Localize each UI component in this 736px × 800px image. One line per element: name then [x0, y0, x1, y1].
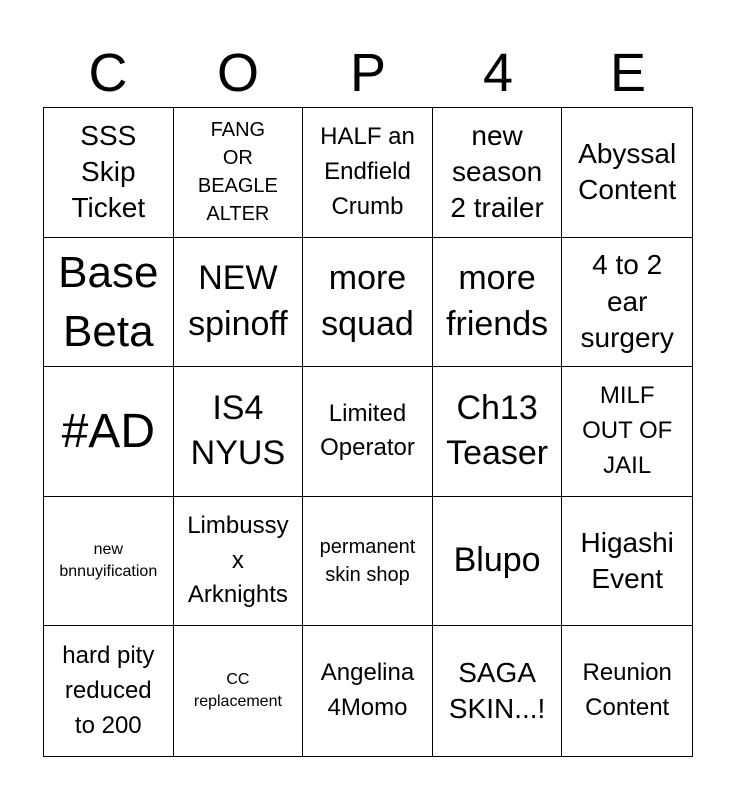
bingo-cell-text: Base Beta	[58, 247, 159, 356]
bingo-cell-r1c4[interactable]	[433, 108, 563, 238]
bingo-cell-r2c2[interactable]	[174, 238, 304, 368]
bingo-cell-r1c3[interactable]	[303, 108, 433, 238]
bingo-cell-text: 4 to 2 ear surgery	[580, 249, 674, 354]
bingo-cell-text: more squad	[321, 259, 414, 343]
bingo-cell-text: #AD	[61, 404, 155, 458]
bingo-cell-text: more friends	[446, 259, 549, 343]
bingo-cell-r2c5[interactable]	[562, 238, 692, 368]
bingo-cell-text: new season 2 trailer	[450, 119, 544, 224]
bingo-cell-r1c5[interactable]	[562, 108, 692, 238]
bingo-header	[43, 40, 693, 106]
bingo-cell-text: SSS Skip Ticket	[71, 119, 146, 224]
bingo-cell-text: FANG OR BEAGLE ALTER	[197, 119, 278, 226]
bingo-cell-r3c2[interactable]	[174, 367, 304, 497]
bingo-cell-r3c5[interactable]	[562, 367, 692, 497]
bingo-cell-text: Angelina 4Momo	[320, 659, 415, 722]
bingo-cell-text: new bnnuyification	[59, 540, 158, 581]
bingo-cell-text: NEW spinoff	[188, 259, 288, 343]
header-letter-4: 4	[482, 43, 514, 103]
header-letter-2: O	[216, 43, 259, 103]
bingo-cell-text: Reunion Content	[582, 659, 672, 722]
bingo-cell-text: permanent skin shop	[319, 536, 416, 587]
bingo-cell-r4c3[interactable]	[303, 497, 433, 627]
bingo-cell-r3c4[interactable]	[433, 367, 563, 497]
bingo-board	[43, 107, 693, 757]
bingo-cell-r2c1[interactable]	[44, 238, 174, 368]
bingo-cell-r5c5[interactable]	[562, 626, 692, 756]
header-letter-1: C	[88, 43, 128, 103]
bingo-cell-r3c3[interactable]	[303, 367, 433, 497]
bingo-cell-text: Blupo	[453, 541, 541, 580]
bingo-cell-r1c2[interactable]	[174, 108, 304, 238]
header-letter-3: P	[349, 43, 387, 103]
bingo-cell-r4c1[interactable]	[44, 497, 174, 627]
bingo-cell-text: HALF an Endfield Crumb	[320, 123, 415, 220]
bingo-cell-r4c2[interactable]	[174, 497, 304, 627]
bingo-cell-r5c4[interactable]	[433, 626, 563, 756]
bingo-cell-r5c1[interactable]	[44, 626, 174, 756]
bingo-cell-text: Abyssal Content	[578, 137, 677, 206]
bingo-cell-r1c1[interactable]	[44, 108, 174, 238]
bingo-cell-r5c3[interactable]	[303, 626, 433, 756]
bingo-cell-text: MILF OUT OF JAIL	[582, 382, 673, 479]
bingo-cell-r2c4[interactable]	[433, 238, 563, 368]
header-letter-5: E	[609, 43, 647, 103]
bingo-cell-text: Limbussy x Arknights	[187, 511, 289, 609]
bingo-cell-text: Higashi Event	[580, 526, 674, 595]
bingo-cell-r3c1[interactable]	[44, 367, 174, 497]
bingo-cell-text: Limited Operator	[320, 399, 415, 462]
bingo-cell-r2c3[interactable]	[303, 238, 433, 368]
bingo-cell-text: SAGA SKIN...!	[448, 656, 546, 725]
bingo-cell-text: IS4 NYUS	[190, 388, 286, 473]
bingo-cell-r5c2[interactable]	[174, 626, 304, 756]
bingo-cell-r4c5[interactable]	[562, 497, 692, 627]
bingo-cell-text: CC replacement	[193, 670, 282, 711]
bingo-cell-text: Ch13 Teaser	[446, 388, 549, 473]
bingo-cell-text: hard pity reduced to 200	[62, 642, 155, 739]
bingo-cell-r4c4[interactable]	[433, 497, 563, 627]
